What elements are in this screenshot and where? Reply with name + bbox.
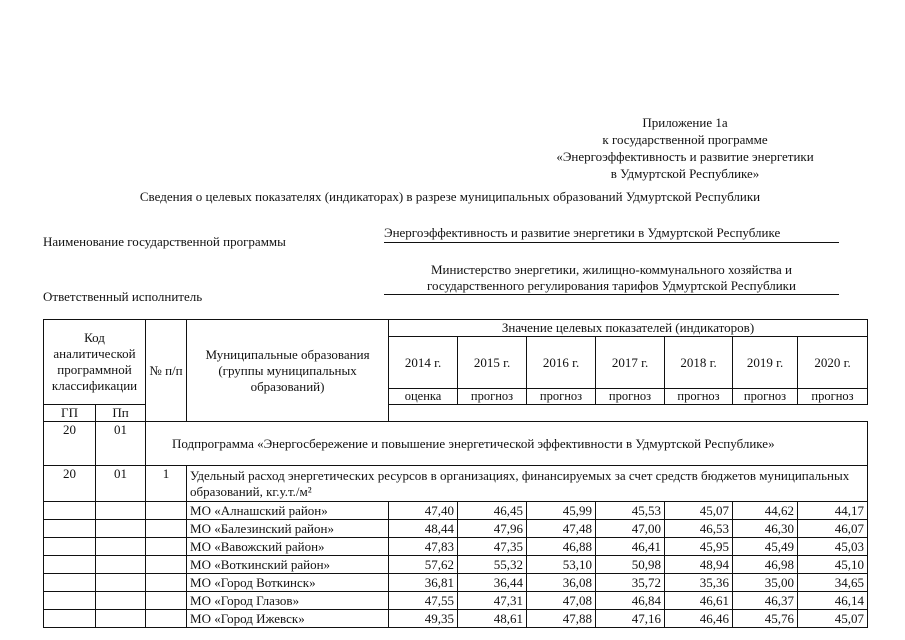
indicator-value: 36,81 <box>389 574 458 592</box>
indicator-value: 45,95 <box>665 538 733 556</box>
empty-cell <box>96 502 146 520</box>
table-row <box>44 502 868 520</box>
table-row <box>44 574 868 592</box>
indicator-value: 35,00 <box>733 574 798 592</box>
empty-cell <box>96 520 146 538</box>
empty-cell <box>146 538 187 556</box>
indicator-value: 46,37 <box>733 592 798 610</box>
municipality-name: МО «Город Глазов» <box>187 592 389 610</box>
indicator-value: 45,07 <box>665 502 733 520</box>
executor-line: Министерство энергетики, жилищно-коммунального хозяйства и <box>430 262 793 277</box>
header-number: № п/п <box>146 320 187 422</box>
indicator-value: 46,30 <box>733 520 798 538</box>
municipality-name: МО «Балезинский район» <box>187 520 389 538</box>
indicator-value: 47,55 <box>389 592 458 610</box>
empty-cell <box>146 520 187 538</box>
indicator-value: 47,00 <box>596 520 665 538</box>
appendix-note <box>520 114 850 182</box>
indicator-value: 34,65 <box>798 574 868 592</box>
empty-cell <box>44 538 96 556</box>
indicator-value: 45,49 <box>733 538 798 556</box>
empty-cell <box>96 610 146 628</box>
empty-cell <box>44 592 96 610</box>
municipality-name: МО «Вавожский район» <box>187 538 389 556</box>
indicator-value: 45,03 <box>798 538 868 556</box>
header-note: прогноз <box>527 389 596 405</box>
subprogram-gp: 20 <box>44 422 96 466</box>
executor-label: Ответственный исполнитель <box>43 289 203 304</box>
header-note: прогноз <box>733 389 798 405</box>
indicator-value: 46,98 <box>733 556 798 574</box>
subprogram-pp: 01 <box>96 422 146 466</box>
executor-line: государственного регулирования тарифов Удмуртской Республики <box>427 278 796 293</box>
indicator-value: 53,10 <box>527 556 596 574</box>
indicator-value: 46,88 <box>527 538 596 556</box>
header-gp: ГП <box>44 405 96 422</box>
indicator-value: 46,14 <box>798 592 868 610</box>
indicator-value: 45,99 <box>527 502 596 520</box>
header-code: Код аналитической программной классификации <box>44 320 146 405</box>
indicator-value: 48,94 <box>665 556 733 574</box>
empty-cell <box>44 574 96 592</box>
empty-cell <box>146 574 187 592</box>
indicator-value: 46,61 <box>665 592 733 610</box>
indicator-value: 47,40 <box>389 502 458 520</box>
indicator-value: 46,46 <box>665 610 733 628</box>
executor-name <box>384 262 839 295</box>
header-year: 2019 г. <box>733 337 798 389</box>
municipality-name: МО «Воткинский район» <box>187 556 389 574</box>
indicator-value: 46,45 <box>458 502 527 520</box>
appendix-line: «Энергоэффективность и развитие энергетики <box>556 149 814 164</box>
indicator-value: 46,53 <box>665 520 733 538</box>
municipality-name: МО «Город Воткинск» <box>187 574 389 592</box>
appendix-line: к государственной программе <box>602 132 768 147</box>
empty-cell <box>44 520 96 538</box>
table-row <box>44 592 868 610</box>
indicator-value: 49,35 <box>389 610 458 628</box>
indicator-value: 48,61 <box>458 610 527 628</box>
indicator-value: 46,07 <box>798 520 868 538</box>
header-year: 2016 г. <box>527 337 596 389</box>
indicator-value: 45,07 <box>798 610 868 628</box>
indicator-value: 45,53 <box>596 502 665 520</box>
indicator-value: 45,76 <box>733 610 798 628</box>
table-row <box>44 556 868 574</box>
empty-cell <box>44 502 96 520</box>
indicator-value: 35,36 <box>665 574 733 592</box>
header-note: прогноз <box>798 389 868 405</box>
indicator-value: 44,17 <box>798 502 868 520</box>
document-title: Сведения о целевых показателях (индикаторах) в разрезе муниципальных образований Удмуртской Республики <box>139 189 761 204</box>
indicator-value: 48,44 <box>389 520 458 538</box>
municipality-name: МО «Алнашский район» <box>187 502 389 520</box>
header-note: прогноз <box>458 389 527 405</box>
header-year: 2018 г. <box>665 337 733 389</box>
empty-cell <box>146 556 187 574</box>
indicator-number: 1 <box>146 466 187 502</box>
indicator-title: Удельный расход энергетических ресурсов в организациях, финансируемых за счет средств бюджетов муниципальных образований, кг.у.т./м² <box>187 466 868 502</box>
indicator-value: 45,10 <box>798 556 868 574</box>
indicator-value: 46,84 <box>596 592 665 610</box>
empty-cell <box>96 574 146 592</box>
header-values: Значение целевых показателей (индикаторов) <box>389 320 868 337</box>
indicator-value: 44,62 <box>733 502 798 520</box>
indicator-value: 47,48 <box>527 520 596 538</box>
indicator-value: 47,16 <box>596 610 665 628</box>
header-year: 2017 г. <box>596 337 665 389</box>
indicator-value: 47,31 <box>458 592 527 610</box>
empty-cell <box>96 538 146 556</box>
indicator-value: 57,62 <box>389 556 458 574</box>
table-row <box>44 520 868 538</box>
table-row <box>44 538 868 556</box>
empty-cell <box>44 610 96 628</box>
indicator-value: 36,08 <box>527 574 596 592</box>
header-note: оценка <box>389 389 458 405</box>
header-municipality: Муниципальные образования (группы муниципальных образований) <box>187 320 389 422</box>
indicator-value: 47,08 <box>527 592 596 610</box>
indicator-value: 46,41 <box>596 538 665 556</box>
program-name: Энергоэффективность и развитие энергетики в Удмуртской Республике <box>384 225 839 243</box>
indicator-value: 47,35 <box>458 538 527 556</box>
subprogram-title: Подпрограмма «Энергосбережение и повышение энергетической эффективности в Удмуртской Республике» <box>146 422 868 466</box>
empty-cell <box>146 592 187 610</box>
table-row <box>44 610 868 628</box>
program-label: Наименование государственной программы <box>43 234 286 249</box>
header-pp: Пп <box>96 405 146 422</box>
indicator-value: 47,83 <box>389 538 458 556</box>
indicator-value: 36,44 <box>458 574 527 592</box>
empty-cell <box>146 610 187 628</box>
header-year: 2014 г. <box>389 337 458 389</box>
indicator-gp: 20 <box>44 466 96 502</box>
empty-cell <box>96 556 146 574</box>
header-note: прогноз <box>596 389 665 405</box>
indicator-value: 35,72 <box>596 574 665 592</box>
indicator-value: 50,98 <box>596 556 665 574</box>
indicator-pp: 01 <box>96 466 146 502</box>
empty-cell <box>96 592 146 610</box>
empty-cell <box>146 502 187 520</box>
indicators-table <box>43 319 868 628</box>
municipality-name: МО «Город Ижевск» <box>187 610 389 628</box>
appendix-line: Приложение 1а <box>642 115 728 130</box>
appendix-line: в Удмуртской Республике» <box>610 166 760 181</box>
indicator-value: 55,32 <box>458 556 527 574</box>
indicator-value: 47,88 <box>527 610 596 628</box>
header-year: 2015 г. <box>458 337 527 389</box>
empty-cell <box>44 556 96 574</box>
indicator-value: 47,96 <box>458 520 527 538</box>
header-note: прогноз <box>665 389 733 405</box>
header-year: 2020 г. <box>798 337 868 389</box>
